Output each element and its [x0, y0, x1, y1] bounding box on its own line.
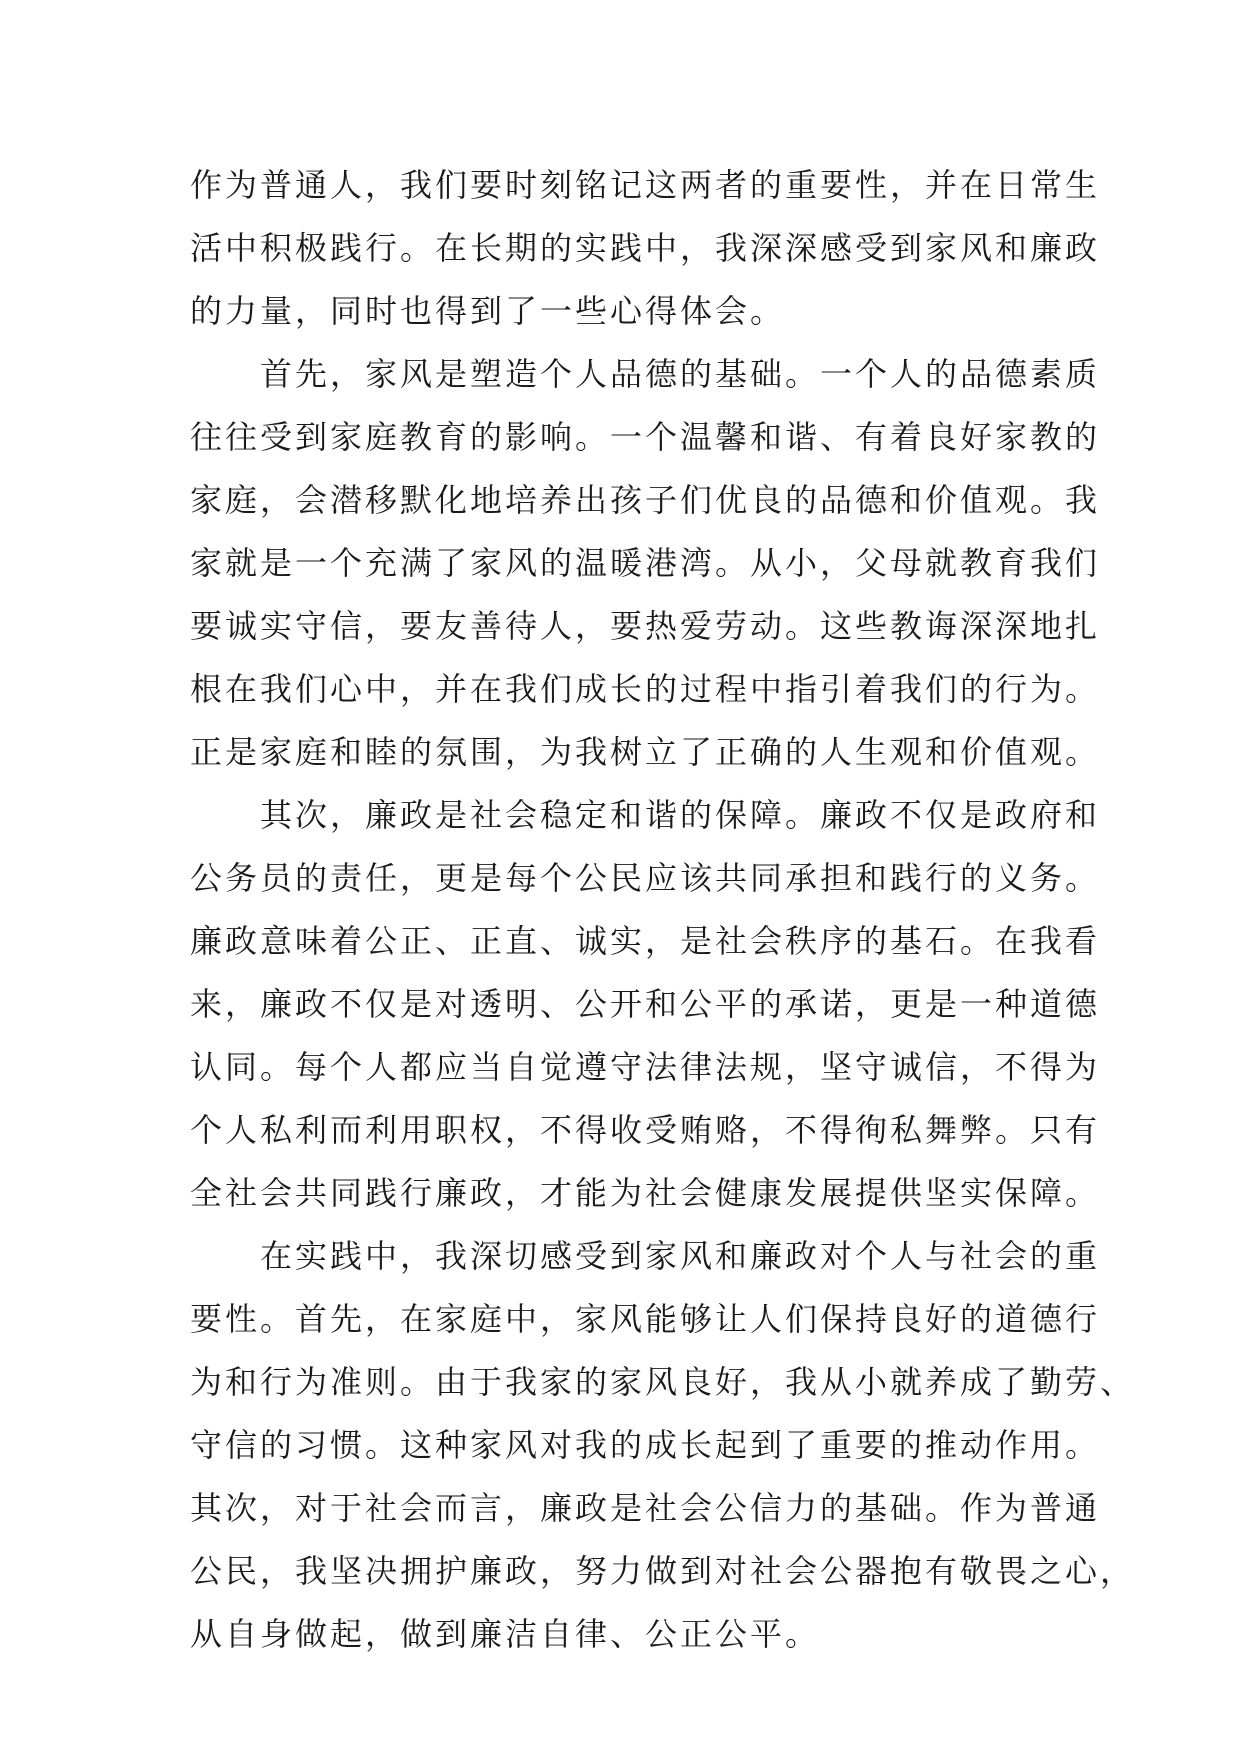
- text-line: 公务员的责任，更是每个公民应该共同承担和践行的义务。: [190, 859, 1101, 897]
- text-line: 要性。首先，在家庭中，家风能够让人们保持良好的道德行: [190, 1300, 1101, 1338]
- text-line: 正是家庭和睦的氛围，为我树立了正确的人生观和价值观。: [190, 733, 1101, 771]
- text-line: 守信的习惯。这种家风对我的成长起到了重要的推动作用。: [190, 1426, 1101, 1464]
- text-line: 家庭，会潜移默化地培养出孩子们优良的品德和价值观。我: [190, 481, 1101, 519]
- text-line: 首先，家风是塑造个人品德的基础。一个人的品德素质: [190, 355, 1101, 393]
- text-line: 认同。每个人都应当自觉遵守法律法规，坚守诚信，不得为: [190, 1048, 1101, 1086]
- text-line: 全社会共同践行廉政，才能为社会健康发展提供坚实保障。: [190, 1174, 1101, 1212]
- text-line: 活中积极践行。在长期的实践中，我深深感受到家风和廉政: [190, 229, 1101, 267]
- text-line: 为和行为准则。由于我家的家风良好，我从小就养成了勤劳、: [190, 1363, 1136, 1401]
- text-line: 要诚实守信，要友善待人，要热爱劳动。这些教诲深深地扎: [190, 607, 1101, 645]
- text-line: 廉政意味着公正、正直、诚实，是社会秩序的基石。在我看: [190, 922, 1101, 960]
- text-line: 往往受到家庭教育的影响。一个温馨和谐、有着良好家教的: [190, 418, 1101, 456]
- text-line: 根在我们心中，并在我们成长的过程中指引着我们的行为。: [190, 670, 1101, 708]
- text-line: 其次，对于社会而言，廉政是社会公信力的基础。作为普通: [190, 1489, 1101, 1527]
- text-line: 来，廉政不仅是对透明、公开和公平的承诺，更是一种道德: [190, 985, 1101, 1023]
- text-line: 公民，我坚决拥护廉政，努力做到对社会公器抱有敬畏之心，: [190, 1552, 1136, 1590]
- text-line: 的力量，同时也得到了一些心得体会。: [190, 292, 786, 330]
- text-line: 从自身做起，做到廉洁自律、公正公平。: [190, 1615, 821, 1653]
- text-line: 其次，廉政是社会稳定和谐的保障。廉政不仅是政府和: [190, 796, 1101, 834]
- body-text: [190, 154, 1136, 1666]
- text-line: 个人私利而利用职权，不得收受贿赂，不得徇私舞弊。只有: [190, 1111, 1101, 1149]
- text-line: 作为普通人，我们要时刻铭记这两者的重要性，并在日常生: [190, 166, 1101, 204]
- text-line: 在实践中，我深切感受到家风和廉政对个人与社会的重: [190, 1237, 1101, 1275]
- text-line: 家就是一个充满了家风的温暖港湾。从小，父母就教育我们: [190, 544, 1101, 582]
